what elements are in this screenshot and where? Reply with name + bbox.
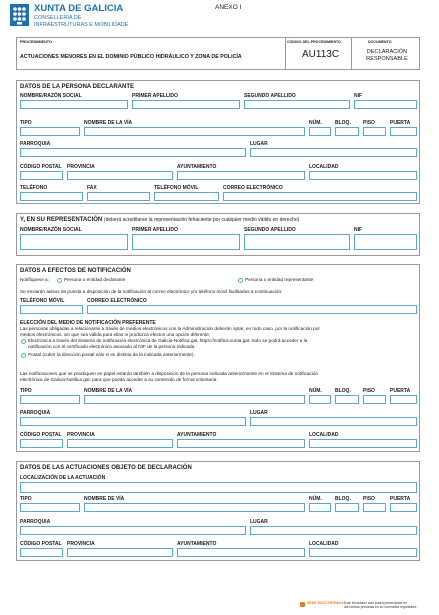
act-label-door: PUERTA [390, 496, 411, 502]
label-fax: FAX [87, 185, 97, 191]
label-via-name: NOMBRE DE LA VÍA [84, 120, 133, 126]
notif-parish-input[interactable] [20, 417, 246, 426]
act-via-type-input[interactable] [20, 503, 80, 512]
notif-label-via-name: NOMBRE DE LA VÍA [84, 388, 133, 394]
notif-label-door: PUERTA [390, 388, 411, 394]
postal-input[interactable] [20, 171, 63, 180]
paper-text2: electrónica de Galicia-Notifica.gal, para que pueda acceder a su contenido de forma voluntaria. [20, 377, 218, 382]
representative-note: (deberá acreditarse la representación fehaciente por cualquier medio válido en derecho) [103, 217, 300, 223]
rep-name-input[interactable] [20, 234, 128, 250]
label-parish: PARROQUIA [20, 141, 51, 147]
label-postal: CÓDIGO POSTAL [20, 164, 62, 170]
act-via-name-input[interactable] [84, 503, 305, 512]
doc-line2: RESPONSABLE [366, 56, 408, 62]
declarant-title: DATOS DE LA PERSONA DECLARANTE [20, 84, 135, 90]
act-label-locality: LOCALIDAD [309, 541, 339, 547]
num-input[interactable] [309, 127, 331, 136]
notif-label-floor: PISO [363, 388, 375, 394]
act-label-place: LUGAR [250, 519, 268, 525]
notif-locality-input[interactable] [309, 439, 417, 448]
notif-label-locality: LOCALIDAD [309, 432, 339, 438]
notif-num-input[interactable] [309, 395, 331, 404]
notif-label-num: NÚM. [309, 388, 322, 394]
means-title: ELECCIÓN DEL MEDIO DE NOTIFICACIÓN PREFERENTE [20, 320, 156, 326]
radio-electronic[interactable] [21, 339, 26, 344]
nif-input[interactable] [354, 100, 417, 109]
procedure-label: PROCEDIMIENTO [20, 40, 52, 44]
notif-label-council: AYUNTAMIENTO [177, 432, 217, 438]
act-label-province: PROVINCIA [67, 541, 95, 547]
notif-label-email: CORREO ELECTRÓNICO [87, 298, 147, 304]
act-num-input[interactable] [309, 503, 331, 512]
act-place-input[interactable] [250, 526, 417, 535]
label-place: LUGAR [250, 141, 268, 147]
xunta-logo-icon [10, 4, 29, 26]
surname2-input[interactable] [244, 100, 350, 109]
doc-label: DOCUMENTO [368, 40, 392, 44]
label-nif: NIF [354, 93, 363, 99]
notif-block-input[interactable] [335, 395, 359, 404]
fax-input[interactable] [87, 192, 150, 201]
label-floor: PISO [363, 120, 375, 126]
notif-label-parish: PARROQUIA [20, 410, 51, 416]
notification-section [16, 264, 420, 452]
radio-postal[interactable] [21, 353, 26, 358]
label-door: PUERTA [390, 120, 411, 126]
notif-label-block: BLOQ. [335, 388, 351, 394]
notif-floor-input[interactable] [363, 395, 386, 404]
act-province-input[interactable] [67, 548, 173, 557]
surname1-input[interactable] [132, 100, 240, 109]
notif-council-input[interactable] [177, 439, 305, 448]
declarant-section [16, 80, 420, 204]
actions-title: DATOS DE LAS ACTUACIONES OBJETO DE DECLARACIÓN [20, 465, 192, 471]
label-council: AYUNTAMIENTO [177, 164, 217, 170]
label-surname1: PRIMER APELLIDO [132, 93, 178, 99]
dept-line1: CONSELLERÍA DE [34, 15, 82, 21]
act-postal-input[interactable] [20, 548, 63, 557]
name-input[interactable] [20, 100, 128, 109]
opt-electronic1: Electrónica a través del Sistema de notificación electrónica de Galicia-Notifica.gal, https://notifica.xunta.gal. Solo se podrá acceder a la [28, 338, 308, 343]
act-label-council: AYUNTAMIENTO [177, 541, 217, 547]
council-input[interactable] [177, 171, 305, 180]
label-phone: TELÉFONO [20, 185, 48, 191]
label-mobile: TELÉFONO MÓVIL [154, 185, 199, 191]
act-label-location: LOCALIZACIÓN DE LA ACTUACIÓN [20, 475, 106, 481]
notif-email-input[interactable] [87, 305, 417, 314]
act-door-input[interactable] [390, 503, 417, 512]
doc-line1: DECLARACIÓN [366, 49, 408, 55]
means-text2: medios electrónicos, sin que sea válida para ellas ni produzca efectos una opción diferente. [20, 332, 211, 337]
act-council-input[interactable] [177, 548, 305, 557]
rep-nif-input[interactable] [354, 234, 417, 250]
opt-representative-label: Persona o entidad representante [245, 277, 314, 282]
notice-text: Se enviarán avisos de puesta a disposición de la notificación al correo electrónico y/o teléfono móvil facilitados a continuación: [20, 289, 283, 294]
act-block-input[interactable] [335, 503, 359, 512]
floor-input[interactable] [363, 127, 386, 136]
rep-label-surname1: PRIMER APELLIDO [132, 227, 178, 233]
notif-label-via-type: TIPO [20, 388, 32, 394]
rep-label-nif: NIF [354, 227, 363, 233]
act-floor-input[interactable] [363, 503, 386, 512]
phone-input[interactable] [20, 192, 83, 201]
sede-text1: Este formulario solo podrá presentarse en [344, 601, 408, 605]
block-input[interactable] [335, 127, 359, 136]
act-location-input[interactable] [20, 482, 417, 493]
sede-icon [300, 602, 305, 607]
act-label-via-name: NOMBRE DE VÍA [84, 496, 125, 502]
notif-place-input[interactable] [250, 417, 417, 426]
doc-divider [351, 38, 352, 70]
notif-label-postal: CÓDIGO POSTAL [20, 432, 62, 438]
procedure-code: AU113C [302, 49, 340, 60]
org-name: XUNTA DE GALICIA [34, 3, 124, 14]
dept-line2: INFRAESTRUTURAS E MOBILIDADE [34, 22, 129, 28]
notif-mobile-input[interactable] [20, 305, 83, 314]
province-input[interactable] [67, 171, 173, 180]
notif-label-place: LUGAR [250, 410, 268, 416]
notif-via-type-input[interactable] [20, 395, 80, 404]
door-input[interactable] [390, 127, 417, 136]
notification-title: DATOS A EFECTOS DE NOTIFICACIÓN [20, 268, 131, 274]
representative-title: Y, EN SU REPRESENTACIÓN [20, 217, 103, 223]
act-label-block: BLOQ. [335, 496, 351, 502]
representative-section [16, 213, 420, 256]
rep-surname2-input[interactable] [244, 234, 350, 250]
radio-declarant[interactable] [57, 278, 62, 283]
notif-label-mobile: TELÉFONO MÓVIL [20, 298, 65, 304]
locality-input[interactable] [309, 171, 417, 180]
label-email: CORREO ELECTRÓNICO [223, 185, 283, 191]
act-label-parish: PARROQUIA [20, 519, 51, 525]
sede-text2: las formas previstas en su normativa reguladora [344, 605, 417, 609]
label-block: BLOQ. [335, 120, 351, 126]
label-via-type: TIPO [20, 120, 32, 126]
actions-section [16, 461, 420, 561]
notif-label-province: PROVINCIA [67, 432, 95, 438]
label-name: NOMBRE/RAZÓN SOCIAL [20, 93, 82, 99]
notif-door-input[interactable] [390, 395, 417, 404]
code-label: CÓDIGO DEL PROCEDIMIENTO [287, 40, 341, 44]
mobile-input[interactable] [154, 192, 219, 201]
annex-label: ANEXO I [215, 4, 242, 11]
paper-text1: Las notificaciones que se practiquen en papel estarán también a disposición de la persona indicada anteriormente en el Sistema de notificación [20, 371, 319, 376]
notif-postal-input[interactable] [20, 439, 63, 448]
rep-surname1-input[interactable] [132, 234, 240, 250]
label-locality: LOCALIDAD [309, 164, 339, 170]
opt-electronic2: notificación con el certificado electrónico asociado al NIF de la persona indicada. [28, 344, 196, 349]
act-label-postal: CÓDIGO POSTAL [20, 541, 62, 547]
label-surname2: SEGUNDO APELLIDO [244, 93, 296, 99]
sede-mark: SEDE ELECTRÓNICA [307, 601, 344, 605]
rep-label-surname2: SEGUNDO APELLIDO [244, 227, 296, 233]
procedure-title: ACTUACIONES MENORES EN EL DOMINIO PÚBLICO HIDRÁULICO Y ZONA DE POLICÍA [20, 54, 242, 60]
radio-representative[interactable] [238, 278, 243, 283]
place-input[interactable] [250, 148, 417, 157]
via-type-input[interactable] [20, 127, 80, 136]
label-num: NÚM. [309, 120, 322, 126]
label-province: PROVINCIA [67, 164, 95, 170]
act-label-num: NÚM. [309, 496, 322, 502]
act-locality-input[interactable] [309, 548, 417, 557]
rep-label-name: NOMBRE/RAZÓN SOCIAL [20, 227, 82, 233]
via-name-input[interactable] [84, 127, 305, 136]
notif-via-name-input[interactable] [84, 395, 305, 404]
opt-declarant-label: Persona o entidad declarante [64, 277, 126, 282]
act-label-via-type: TIPO [20, 496, 32, 502]
procedure-box [16, 37, 420, 70]
means-text1: Las personas obligadas a relacionarse a través de medios electrónicos con la Administración deberán optar, en todo caso, por la notificación por [20, 326, 320, 331]
notif-province-input[interactable] [67, 439, 173, 448]
email-input[interactable] [223, 192, 417, 201]
notify-to-label: Notifíquese a: [20, 277, 49, 282]
opt-postal: Postal (cubrir la dirección postal sólo si es distinta de la indicada anteriormente). [28, 352, 195, 357]
act-parish-input[interactable] [20, 526, 246, 535]
code-divider [285, 38, 286, 70]
act-label-floor: PISO [363, 496, 375, 502]
parish-input[interactable] [20, 148, 246, 157]
